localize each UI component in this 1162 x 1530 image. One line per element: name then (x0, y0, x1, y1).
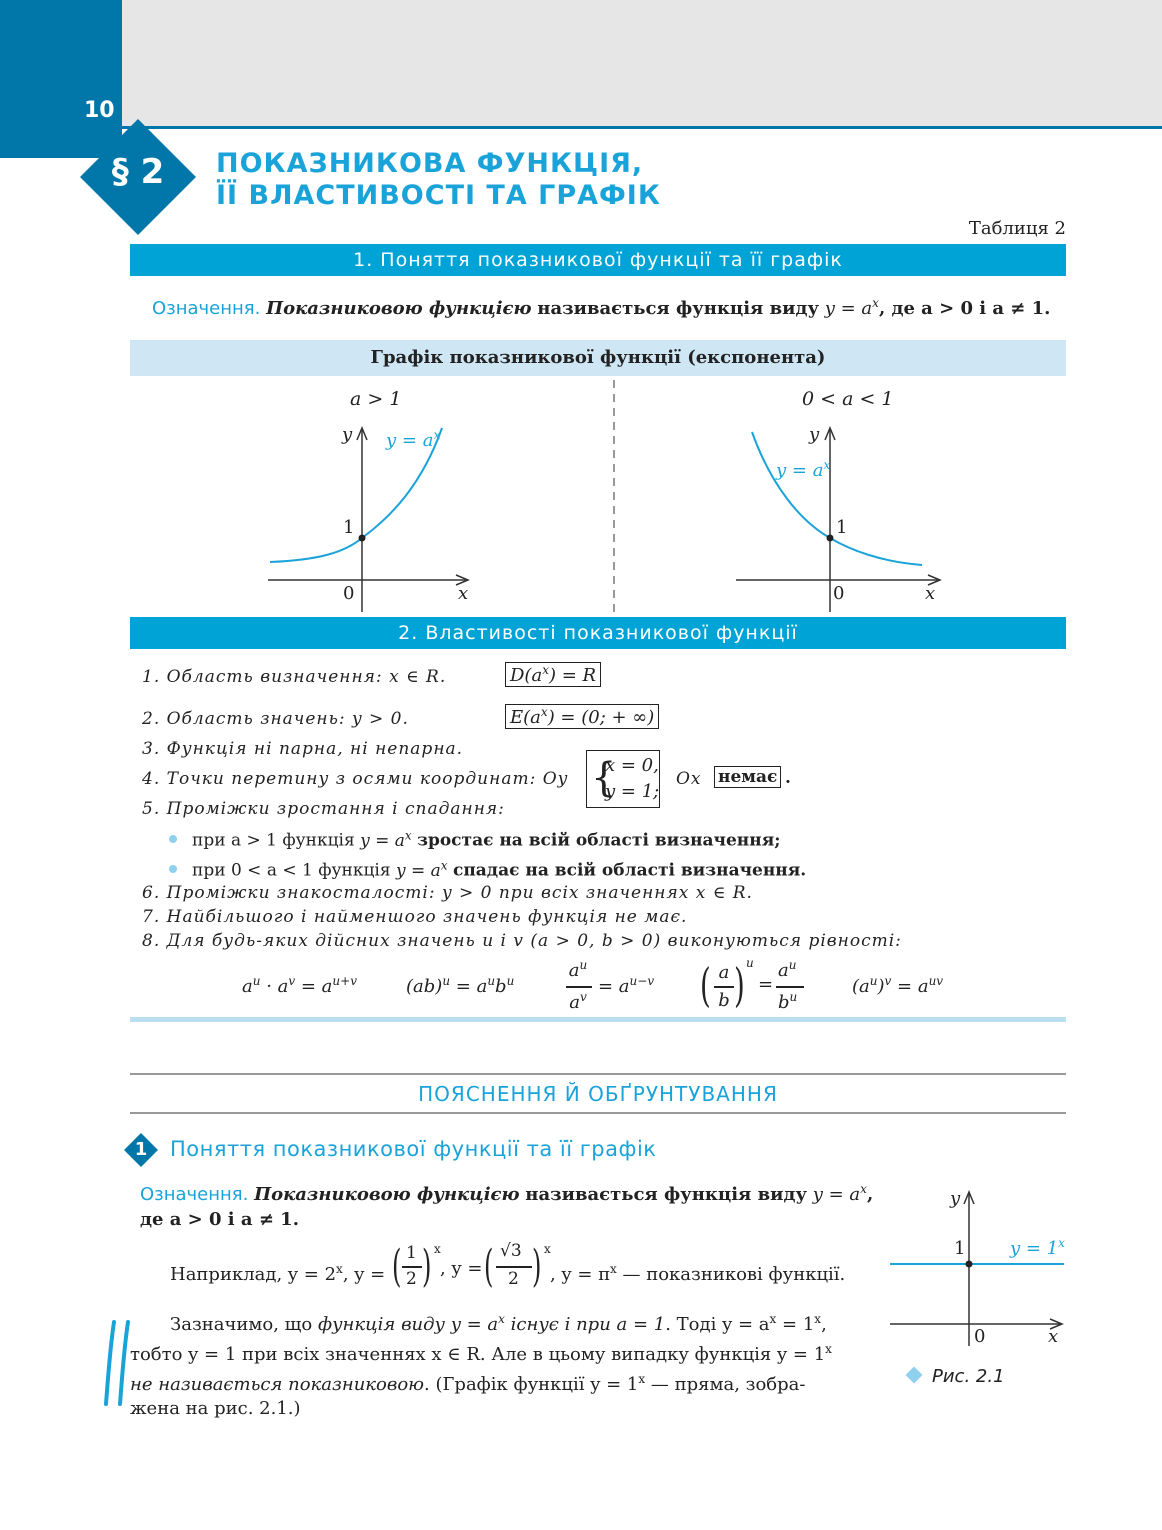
table-bar-2: 2. Властивості показникової функції (130, 617, 1066, 649)
property-8: 8. Для будь-яких дійсних значень u і v (a > 0, b > 0) виконуються рівності: (142, 931, 902, 951)
identity-4-exp: u (746, 956, 754, 970)
section-title-line1: ПОКАЗНИКОВА ФУНКЦІЯ, (216, 148, 644, 179)
note-line-3: не називається показниковою. (Графік функції $y = 1^x$ — пряма, зобра- (130, 1372, 806, 1395)
header-gray-band (122, 0, 1162, 128)
definition2-line1: Означення. Показниковою функцією називається функція виду $y = a^x$, (140, 1182, 874, 1205)
graph-right-one: 1 (836, 517, 848, 538)
property-4: 4. Точки перетину з осями координат: Oy (142, 769, 569, 789)
identity-3-numerator: $a^u$ (568, 958, 588, 981)
property-4-none: немає (714, 766, 781, 788)
system-line-2: y = 1; (605, 781, 660, 802)
graph-header: Графік показникової функції (експонента) (130, 340, 1066, 376)
fig-origin: 0 (974, 1326, 986, 1347)
fig-point (966, 1261, 973, 1268)
graph-area (130, 376, 1066, 616)
identity-4-rparen: ) (734, 958, 745, 1012)
graph-left-y-label: y (342, 424, 353, 445)
property-2-box: $E(a^x) = (0$; + ∞) (505, 704, 659, 729)
definition-term: Показниковою функцією (266, 298, 532, 319)
fig-one: 1 (954, 1238, 966, 1259)
header-blue-line (122, 126, 1162, 129)
identity-5: $(a^u)^v = a^{uv}$ (852, 974, 944, 997)
property-5: 5. Проміжки зростання і спадання: (142, 799, 505, 819)
subsection-title: Поняття показникової функції та її графік (170, 1137, 657, 1161)
fig-y-label: y (950, 1188, 961, 1209)
fig-x-label: x (1048, 1326, 1059, 1347)
property-5a: при a > 1 функція $y = a^x$ зростає на всій області визначення; (192, 828, 781, 851)
identity-1: $a^u \cdot a^v = a^{u+v}$ (242, 974, 357, 997)
graph-right-curve-label: $y = a^x$ (776, 458, 831, 481)
identity-4-num: a (718, 962, 730, 983)
identity-3 (566, 958, 676, 1018)
figure-2-1 (886, 1186, 1066, 1346)
identity-4-rnum: $a^u$ (778, 958, 797, 981)
property-4-ox: Ox (676, 769, 702, 789)
definition-cond: , де a > 0 і a ≠ 1. (878, 298, 1051, 319)
identity-4-rbar (776, 986, 804, 988)
identity-4-den: b (718, 990, 730, 1011)
example-line: Наприклад, $y = 2^x$, y = ( 1 2 ) x , y = ( √3 2 ) x , $y = \pi^x$ — показникові функції. (170, 1241, 846, 1292)
note-line-4: жена на рис. 2.1.) (130, 1398, 301, 1419)
property-4-dot: . (785, 768, 791, 788)
property-4-system (586, 750, 660, 808)
definition-line (152, 296, 1050, 319)
definition-text: називається функція виду (537, 298, 819, 319)
property-1: 1. Область визначення: x ∈ R. (142, 667, 447, 687)
page-corner-block (0, 0, 122, 158)
caption-diamond-icon (906, 1367, 923, 1384)
identity-3-result: = $a^{u-v}$ (598, 974, 655, 997)
graph-left-cond: a > 1 (350, 388, 402, 410)
graph-left-curve-label: $y = a^x$ (386, 428, 441, 451)
right-point (827, 535, 834, 542)
page-number: 10 (84, 98, 115, 123)
note-line-2: тобто y = 1 при всіх значеннях x ∈ R. Але в цьому випадку функція $y = 1^x$ (130, 1342, 832, 1365)
property-3: 3. Функція ні парна, ні непарна. (142, 739, 464, 759)
identity-2: $(ab)^u = a^ub^u$ (406, 974, 515, 997)
system-brace: { (591, 755, 617, 801)
graph-right-x-label: x (925, 583, 936, 604)
bullet-2 (169, 865, 177, 873)
definition-label: Означення. (152, 298, 261, 319)
system-line-1: x = 0, (605, 755, 659, 776)
graph-left-origin: 0 (343, 583, 355, 604)
graph-right-origin: 0 (833, 583, 845, 604)
identity-3-denominator: $a^v$ (569, 990, 587, 1013)
section-title-line2: ЇЇ ВЛАСТИВОСТІ ТА ГРАФІК (216, 180, 661, 211)
graph-right-cond: 0 < a < 1 (802, 388, 894, 410)
figure-caption: Рис. 2.1 (932, 1366, 1005, 1387)
fig-line-label: $y = 1^x$ (1010, 1236, 1065, 1259)
bullet-1 (169, 835, 177, 843)
identity-4-eq: = (758, 974, 774, 995)
note-marker (100, 1318, 134, 1408)
subsection-number: 1 (134, 1139, 148, 1160)
explanation-header: ПОЯСНЕННЯ Й ОБҐРУНТУВАННЯ (418, 1082, 778, 1106)
property-5b: при 0 < a < 1 функція $y = a^x$ спадає на всій області визначення. (192, 858, 807, 881)
identity-4 (700, 956, 820, 1020)
left-point (359, 535, 366, 542)
identity-4-bar (714, 986, 734, 988)
graph-left-one: 1 (343, 517, 355, 538)
graph-left-x-label: x (458, 583, 469, 604)
identity-4-lparen: ( (700, 958, 711, 1012)
table-label: Таблиця 2 (968, 218, 1066, 239)
graph-right-y-label: y (809, 424, 820, 445)
property-1-box: $D(a^x) = R$ (505, 662, 601, 687)
identity-3-fraction-bar (566, 986, 592, 988)
property-2: 2. Область значень: y > 0. (142, 709, 409, 729)
note-marker-strokes (100, 1318, 134, 1408)
definition-formula: $y = a^x$ (824, 296, 879, 319)
explanation-top-rule (130, 1073, 1066, 1075)
explanation-bottom-rule (130, 1112, 1066, 1114)
property-6: 6. Проміжки знакосталості: y > 0 при всіх значеннях x ∈ R. (142, 883, 753, 903)
right-curve (752, 432, 922, 565)
section-badge: § 2 (111, 152, 165, 192)
property-7: 7. Найбільшого і найменшого значень функція не має. (142, 907, 688, 927)
note-line-1: Зазначимо, що функція виду $y = a^x$ існує і при a = 1. Тоді $y = a^x = 1^x$, (170, 1312, 827, 1335)
table-bar-1: 1. Поняття показникової функції та її графік (130, 244, 1066, 276)
definition2-line2: де a > 0 і a ≠ 1. (140, 1209, 299, 1230)
identity-4-rden: $b^u$ (778, 990, 798, 1013)
table-bottom-border (130, 1017, 1066, 1022)
